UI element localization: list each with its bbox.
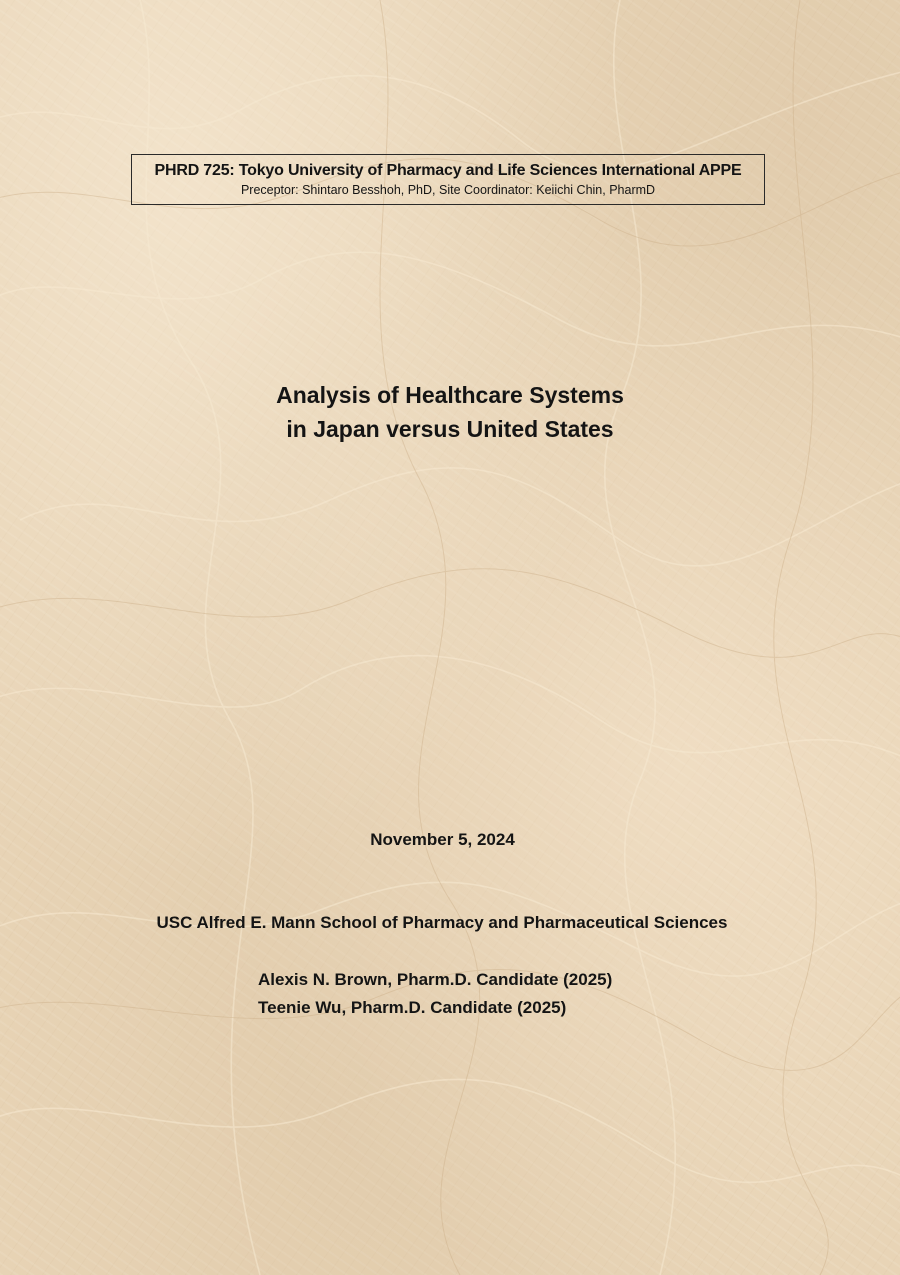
author-name: Alexis N. Brown, Pharm.D. Candidate (2025) [258,970,613,989]
course-info-box [131,154,765,205]
author-list [258,966,612,1022]
title-line-2: in Japan versus United States [286,416,614,442]
author-name: Teenie Wu, Pharm.D. Candidate (2025) [258,998,567,1017]
school-name: USC Alfred E. Mann School of Pharmacy and Pharmaceutical Sciences [156,913,728,932]
document-date: November 5, 2024 [370,830,515,849]
title-line-1: Analysis of Healthcare Systems [276,382,624,408]
course-preceptors: Preceptor: Shintaro Besshoh, PhD, Site Coordinator: Keiichi Chin, PharmD [240,183,656,197]
course-title: PHRD 725: Tokyo University of Pharmacy and Life Sciences International APPE [154,162,742,179]
document-title [0,378,900,446]
